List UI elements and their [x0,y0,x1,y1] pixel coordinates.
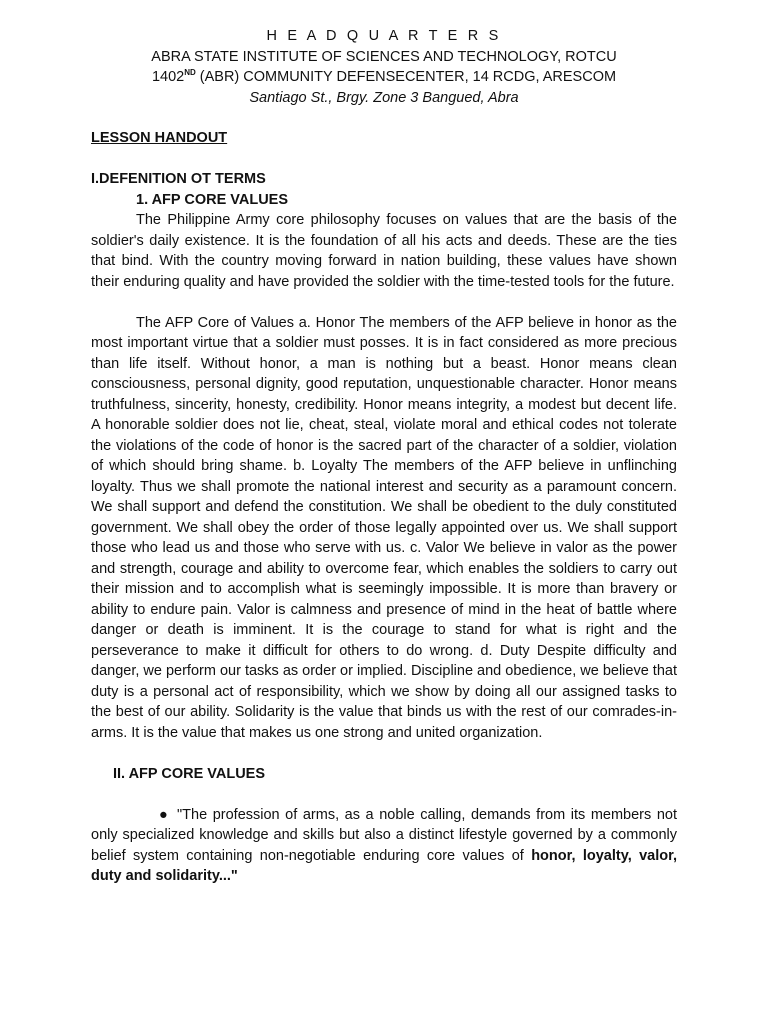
header-unit-number: 1402 [151,69,185,85]
paragraph-spacer [91,292,677,313]
quote-core-values: honor, loyalty, valor, duty and solidarity..." [91,847,677,884]
header-unit-suffix: ND [184,68,196,77]
header-institute: ABRA STATE INSTITUTE OF SCIENCES AND TECHNOLOGY, ROTCU [151,48,617,65]
document-body [91,128,677,887]
section2-title: II. AFP CORE VALUES [113,765,266,782]
paragraph-core-philosophy: The Philippine Army core philosophy focuses on values that are the basis of the soldier's daily existence. It is the foundation of all his acts and deeds. These are the ties that bind. With the country moving forward in nation building, these values have shown their enduring quality and have provided the soldier with the time-tested tools for the future. [91,212,677,290]
header-address: Santiago St., Brgy. Zone 3 Bangued, Abra [249,89,519,106]
document-header [0,26,768,108]
header-headquarters: H E A D Q U A R T E R S [266,28,502,44]
bullet-icon: ● [159,806,168,823]
quote-text: "The profession of arms, as a noble calling, demands from its members not only specialized knowledge and skills but also a distinct lifestyle governed by a commonly belief system containing non-negotiable enduring core values of [91,806,677,864]
paragraph-core-values: The AFP Core of Values a. Honor The members of the AFP believe in honor as the most important virtue that a soldier must posses. It is in fact considered as more precious than life itself. Without honor, a man is nothing but a beast. Honor means clean consciousness, personal dignity, good reputation, unquestionable character. Honor means truthfulness, sincerity, honesty, credibility. Honor means integrity, a modest but decent life. A honorable soldier does not lie, cheat, steal, violate moral and ethical codes not tolerate the violations of the code of honor is the sacred part of the character of a soldier, violation of which should bring shame. b. Loyalty The members of the AFP believe in unflinching loyalty. Thus we shall promote the national interest and security as a paramount concern. We shall support and defend the constitution. We shall be obedient to the duly constituted government. We shall obey the order of those legally appointed over us. We shall support those who lead us and those who serve with us. c. Valor We believe in valor as the power and strength, courage and ability to overcome fear, which enables the soldiers to carry out their mission and to accomplish what is seemingly impossible. It is more than bravery or ability to endure pain. Valor is calmness and presence of mind in the heat of battle where danger or death is imminent. It is the courage to stand for what is right and the perseverance to make it difficult for others to do wrong. d. Duty Despite difficulty and danger, we perform our tasks as order or implied. Discipline and obedience, we believe that duty is a personal act of responsibility, which we show by doing all our assigned tasks to the best of our ability. Solidarity is the value that binds us with the rest of our comrades-in-arms. It is the value that makes us one strong and united organization. [91,314,677,741]
section1-subtitle: 1. AFP CORE VALUES [136,191,289,208]
header-unit-name: (ABR) COMMUNITY DEFENSECENTER, 14 RCDG, ARESCOM [195,69,617,85]
lesson-title: LESSON HANDOUT [91,130,228,146]
section1-title: I.DEFENITION OT TERMS [91,171,266,187]
quote-paragraph [91,805,677,887]
header-unit [0,67,768,88]
